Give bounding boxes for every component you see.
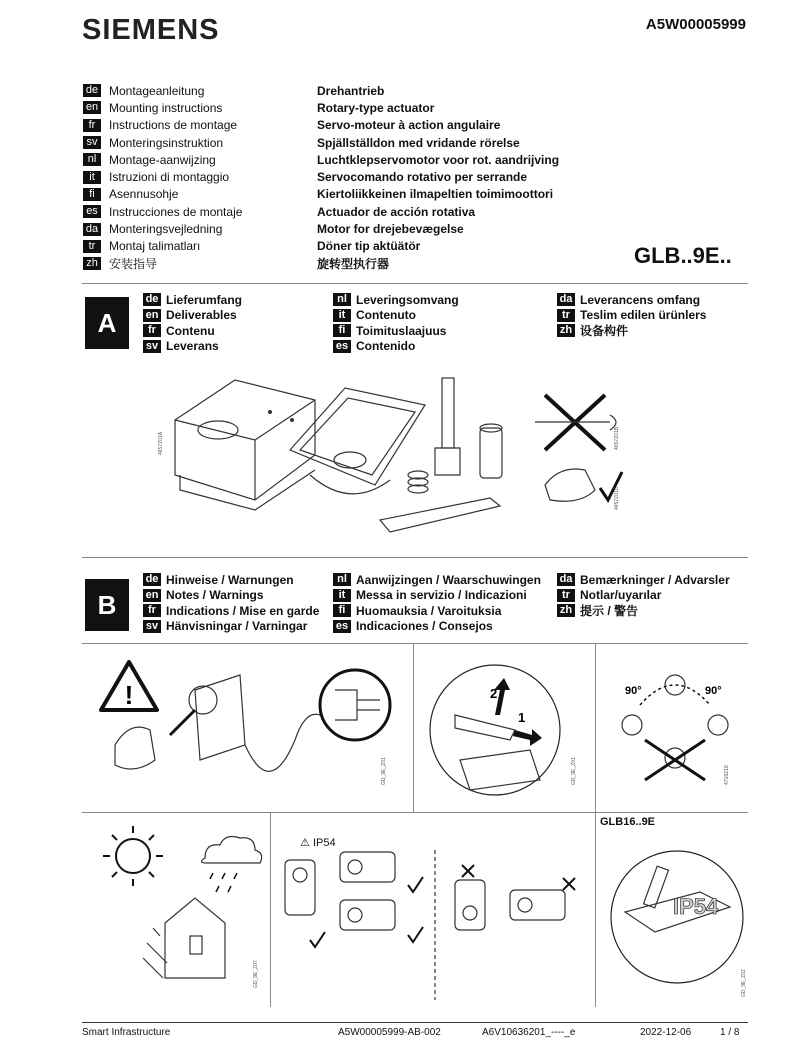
list-item	[333, 323, 459, 339]
list-item	[83, 238, 559, 255]
divider	[82, 812, 748, 813]
language-code: fi	[333, 604, 351, 617]
hand-icon	[545, 469, 595, 501]
figure-code: GD_9E_Z07	[253, 960, 259, 988]
language-code: fi	[83, 188, 101, 201]
cloud-icon	[201, 837, 261, 892]
cross-icon	[462, 865, 474, 877]
sun-icon	[103, 826, 163, 886]
deliverables-illustration	[140, 360, 760, 555]
heading-text: Contenido	[356, 339, 416, 354]
list-item	[83, 203, 559, 220]
actuator-icon	[340, 900, 395, 930]
footer-company: Smart Infrastructure	[82, 1027, 171, 1038]
divider	[82, 283, 748, 284]
ip-rating-label	[300, 836, 336, 849]
language-code: es	[83, 205, 101, 218]
language-code: da	[83, 223, 101, 236]
valve-icon	[665, 675, 685, 695]
actuator-icon	[455, 880, 485, 930]
list-item	[83, 186, 559, 203]
language-code: tr	[557, 309, 575, 322]
divider	[82, 643, 748, 644]
figure-code: 4657Z01B	[614, 426, 620, 450]
instructions-title: Montage-aanwijzing	[109, 152, 216, 167]
section-b-col3	[557, 572, 730, 619]
language-code: nl	[83, 153, 101, 166]
actuator-icon	[510, 890, 565, 920]
list-item	[83, 99, 559, 116]
language-code: tr	[557, 589, 575, 602]
product-title: Spjällställdon med vridande rörelse	[317, 135, 520, 150]
section-a-col2	[333, 292, 459, 354]
list-item	[143, 619, 319, 635]
language-code: zh	[557, 604, 575, 617]
heading-text: Huomauksia / Varoituksia	[356, 603, 502, 618]
list-item	[557, 588, 730, 604]
language-code: sv	[143, 340, 161, 353]
language-code: it	[333, 589, 351, 602]
instructions-title: Instrucciones de montaje	[109, 204, 243, 219]
language-code: da	[557, 293, 575, 306]
list-item	[83, 82, 559, 99]
product-title: Servo-moteur à action angulaire	[317, 118, 501, 133]
cross-icon	[645, 740, 705, 780]
list-item	[333, 619, 541, 635]
heading-text: Hinweise / Warnungen	[166, 572, 294, 587]
language-code: es	[333, 620, 351, 633]
language-code: da	[557, 573, 575, 586]
actuator-icon	[340, 852, 395, 882]
divider	[270, 812, 271, 1007]
instructions-title: Asennusohje	[109, 187, 179, 202]
figure-code: GD_9E_Z01	[381, 757, 387, 785]
language-code: de	[143, 573, 161, 586]
instructions-title: Mounting instructions	[109, 100, 223, 115]
model-title: GLB..9E..	[634, 243, 732, 268]
glb-detail-panel	[605, 832, 750, 1004]
list-item	[83, 255, 559, 272]
list-item	[333, 603, 541, 619]
language-code: fr	[143, 604, 161, 617]
lever-release-panel	[420, 650, 590, 810]
shaft-icon	[435, 378, 460, 475]
figure-code: 4718Z18	[724, 765, 730, 785]
glb-label: GLB16..9E	[600, 816, 656, 828]
list-item	[143, 308, 242, 324]
arrow-right-icon	[513, 729, 542, 746]
language-code: es	[333, 340, 351, 353]
heading-text: Contenuto	[356, 308, 416, 323]
divider	[82, 557, 748, 558]
language-code: sv	[143, 620, 161, 633]
figure-code: GD_9E_Z01	[571, 757, 577, 785]
language-code: fi	[333, 324, 351, 337]
heading-text: Leveringsomvang	[356, 292, 459, 307]
orientation-panel	[600, 650, 750, 810]
list-item	[557, 603, 730, 619]
warning-icon	[101, 662, 157, 710]
list-item	[83, 168, 559, 185]
valve-icon	[708, 715, 728, 735]
heading-text: Teslim edilen ürünlers	[580, 308, 707, 323]
ip-watermark: IP54	[673, 894, 719, 919]
section-letter-b: B	[85, 579, 129, 631]
heading-text: Leverans	[166, 339, 219, 354]
heading-text: 设备构件	[580, 324, 629, 339]
product-title: Kiertoliikkeinen ilmapeltien toimimoottori	[317, 187, 554, 202]
environment-panel	[95, 818, 265, 1003]
product-title: Rotary-type actuator	[317, 100, 435, 115]
list-item	[333, 292, 459, 308]
language-code: en	[143, 589, 161, 602]
footer-divider	[82, 1022, 748, 1023]
angle-label: 90°	[705, 685, 722, 697]
language-code: nl	[333, 293, 351, 306]
language-code: it	[333, 309, 351, 322]
product-title: Döner tip aktüätör	[317, 239, 421, 254]
language-code: sv	[83, 136, 101, 149]
ip-orientation-panel	[280, 850, 590, 1000]
instructions-title: 安装指导	[109, 257, 158, 272]
list-item	[333, 572, 541, 588]
instructions-title: Istruzioni di montaggio	[109, 170, 230, 185]
list-item	[83, 220, 559, 237]
actuator-icon	[285, 860, 315, 915]
list-item	[143, 603, 319, 619]
figure-code: 4657Z01C	[614, 486, 620, 510]
step-label: 1	[518, 710, 526, 725]
instructions-title: Montaj talimatları	[109, 239, 201, 254]
check-icon	[408, 927, 423, 942]
no-tool-icon	[535, 395, 616, 450]
figure-code: 4657Z01A	[158, 431, 164, 455]
list-item	[83, 134, 559, 151]
cable-icon	[245, 714, 320, 771]
heading-text: Indications / Mise en garde	[166, 603, 320, 618]
list-item	[143, 292, 242, 308]
language-code: de	[83, 84, 101, 97]
language-code: it	[83, 171, 101, 184]
warning-panel	[95, 650, 405, 810]
language-code: fr	[83, 119, 101, 132]
language-code: en	[83, 101, 101, 114]
language-code: en	[143, 309, 161, 322]
list-item	[83, 117, 559, 134]
heading-text: Notlar/uyarılar	[580, 588, 662, 603]
list-item	[557, 292, 706, 308]
adapter-icon	[480, 424, 502, 478]
list-item	[557, 323, 706, 339]
hand-icon	[115, 727, 155, 769]
language-code: zh	[83, 257, 101, 270]
language-code: fr	[143, 324, 161, 337]
heading-text: Hänvisningar / Varningar	[166, 619, 308, 634]
language-code: zh	[557, 324, 575, 337]
document-number: A5W00005999	[645, 16, 746, 33]
list-item	[333, 339, 459, 355]
section-a-col3	[557, 292, 706, 339]
actuator-icon	[170, 675, 245, 760]
heading-text: Notes / Warnings	[166, 588, 264, 603]
heading-text: 提示 / 警告	[580, 604, 639, 619]
heading-text: Indicaciones / Consejos	[356, 619, 493, 634]
heading-text: Leverancens omfang	[580, 292, 701, 307]
unplug-icon	[320, 670, 390, 740]
instructions-title: Instructions de montage	[109, 118, 238, 133]
divider	[413, 643, 414, 812]
section-b-col1	[143, 572, 319, 634]
check-icon	[408, 877, 423, 892]
heading-text: Lieferumfang	[166, 292, 243, 307]
instructions-title: Montageanleitung	[109, 83, 205, 98]
footer-date: 2022-12-06	[640, 1027, 692, 1038]
heading-text: Bemærkninger / Advarsler	[580, 572, 730, 587]
divider	[595, 643, 596, 812]
brand-logo: SIEMENS	[82, 14, 220, 46]
product-title: Luchtklepservomotor voor rot. aandrijving	[317, 152, 560, 167]
ip-rating: IP54	[312, 837, 336, 849]
list-item	[143, 339, 242, 355]
list-item	[333, 308, 459, 324]
product-title: Servocomando rotativo per serrande	[317, 170, 528, 185]
warning-icon: ⚠	[300, 837, 310, 849]
heading-text: Aanwijzingen / Waarschuwingen	[356, 572, 541, 587]
instructions-title: Monteringsinstruktion	[109, 135, 224, 150]
product-title: 旋转型执行器	[317, 257, 390, 272]
footer-doc-ref: A6V10636201_----_e	[482, 1027, 576, 1038]
lever-icon	[455, 715, 515, 740]
list-item	[143, 588, 319, 604]
page-number: 1 / 8	[720, 1027, 740, 1038]
svg-text:!: !	[124, 680, 134, 710]
product-title: Actuador de acción rotativa	[317, 204, 476, 219]
list-item	[83, 151, 559, 168]
list-item	[557, 308, 706, 324]
divider	[595, 812, 596, 1007]
cross-icon	[563, 878, 575, 890]
check-icon	[310, 932, 325, 947]
heading-text: Deliverables	[166, 308, 237, 323]
footer-doc-id: A5W00005999-AB-002	[338, 1027, 441, 1038]
list-item	[557, 572, 730, 588]
lever-icon	[380, 498, 500, 532]
heading-text: Contenu	[166, 323, 215, 338]
section-b-col2	[333, 572, 541, 634]
section-a-col1	[143, 292, 242, 354]
language-code: nl	[333, 573, 351, 586]
language-code: tr	[83, 240, 101, 253]
product-title: Drehantrieb	[317, 83, 385, 98]
language-list	[83, 82, 559, 272]
language-code: de	[143, 293, 161, 306]
valve-icon	[622, 715, 642, 735]
heading-text: Messa in servizio / Indicazioni	[356, 588, 527, 603]
figure-code: GD_9E_Z02	[741, 969, 747, 997]
instructions-title: Monteringsvejledning	[109, 222, 223, 237]
product-title: Motor for drejebevægelse	[317, 222, 464, 237]
list-item	[143, 323, 242, 339]
section-letter-a: A	[85, 297, 129, 349]
step-label: 2	[490, 686, 498, 701]
spring-icon	[408, 471, 428, 493]
angle-label: 90°	[625, 685, 642, 697]
house-icon	[143, 898, 225, 978]
heading-text: Toimituslaajuus	[356, 323, 447, 338]
list-item	[143, 572, 319, 588]
list-item	[333, 588, 541, 604]
